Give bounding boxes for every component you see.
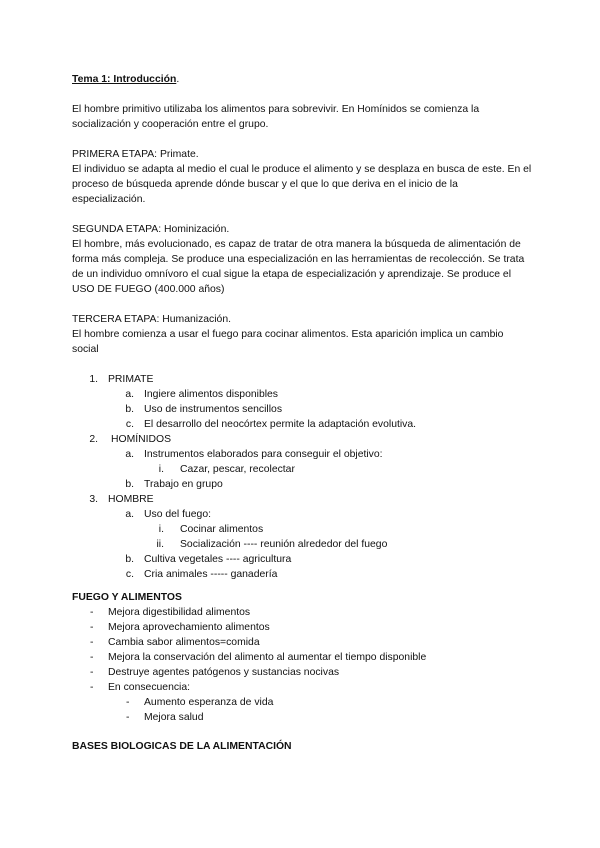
- outline-subsubitem: i. Cocinar alimentos: [158, 524, 264, 535]
- fuego-item: - Mejora digestibilidad alimentos: [90, 607, 251, 618]
- fuego-heading: FUEGO Y ALIMENTOS: [72, 592, 182, 603]
- fuego-list: [72, 605, 532, 725]
- outline-subitem: a. Ingiere alimentos disponibles: [125, 389, 279, 400]
- outline-subitem: b. Trabajo en grupo: [125, 479, 223, 490]
- outline-subitem: c. Cria animales ----- ganadería: [125, 569, 278, 580]
- fuego-subitem: - Mejora salud: [126, 712, 204, 723]
- fuego-item: - Destruye agentes patógenos y sustancias nocivas: [90, 667, 340, 678]
- intro-paragraph: El hombre primitivo utilizaba los alimentos para sobrevivir. En Homínidos se comienza la socialización y cooperación entre el grupo.: [72, 104, 480, 130]
- outline-subitem: a. Uso del fuego:: [125, 509, 212, 520]
- outline-subitem: c. El desarrollo del neocórtex permite la adaptación evolutiva.: [125, 419, 417, 430]
- bases-heading: BASES BIOLOGICAS DE LA ALIMENTACIÓN: [72, 741, 292, 752]
- fuego-item: - Mejora aprovechamiento alimentos: [90, 622, 270, 633]
- outline-item: 1. PRIMATE: [89, 374, 154, 385]
- stage-1-text: El individuo se adapta al medio el cual le produce el alimento y se desplaza en busca de este. En el proceso de búsqueda aprende dónde buscar y el que lo que deriva en el inicio de la especialización.: [72, 164, 532, 205]
- document-content: [72, 72, 532, 754]
- stage-3-heading: TERCERA ETAPA: Humanización.: [72, 314, 231, 325]
- outline-subitem: a. Instrumentos elaborados para conseguir el objetivo:: [125, 449, 383, 460]
- document-title: Tema 1: Introducción.: [72, 74, 180, 85]
- outline-list: [72, 372, 532, 582]
- outline-subsubitem: ii. Socialización ---- reunión alrededor del fuego: [156, 539, 388, 550]
- fuego-subitem: - Aumento esperanza de vida: [126, 697, 274, 708]
- stage-2-text: El hombre, más evolucionado, es capaz de tratar de otra manera la búsqueda de alimentación de forma más compleja. Se produce una especialización en las herramientas de recolección. Se trata de un individuo omnívoro el cual sigue la etapa de especialización y aprendizaje. Se produce el USO DE FUEGO (400.000 años): [72, 239, 525, 295]
- stage-3-text: El hombre comienza a usar el fuego para cocinar alimentos. Esta aparición implica un cambio social: [72, 329, 504, 355]
- outline-subitem: b. Uso de instrumentos sencillos: [125, 404, 283, 415]
- outline-subsubitem: i. Cazar, pescar, recolectar: [158, 464, 295, 475]
- fuego-item: - Mejora la conservación del alimento al aumentar el tiempo disponible: [90, 652, 427, 663]
- fuego-item: - En consecuencia:: [90, 682, 191, 693]
- stage-2-heading: SEGUNDA ETAPA: Hominización.: [72, 224, 230, 235]
- outline-item: 3. HOMBRE: [89, 494, 154, 505]
- outline-item: 2. HOMÍNIDOS: [89, 434, 172, 445]
- fuego-item: - Cambia sabor alimentos=comida: [90, 637, 260, 648]
- stage-1-heading: PRIMERA ETAPA: Primate.: [72, 149, 199, 160]
- outline-subitem: b. Cultiva vegetales ---- agricultura: [125, 554, 292, 565]
